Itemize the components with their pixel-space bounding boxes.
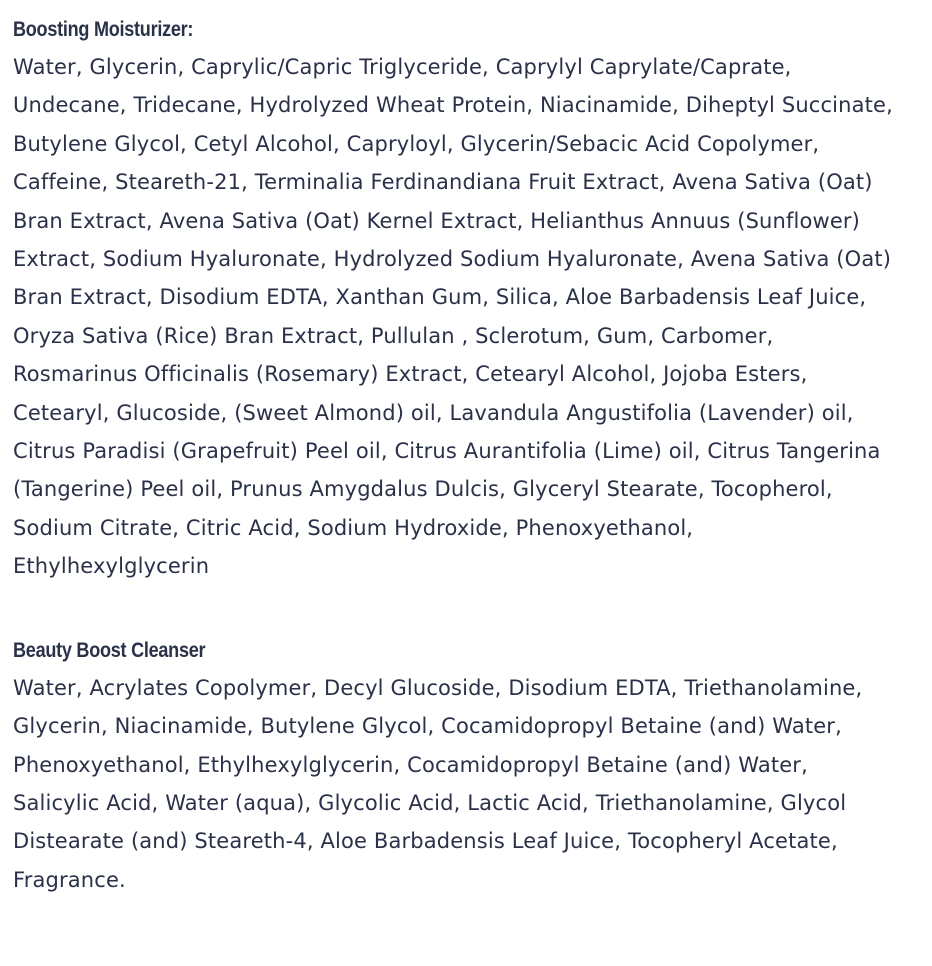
moisturizer-section [13,12,893,586]
moisturizer-ingredients: Water, Glycerin, Caprylic/Capric Triglyceride, Caprylyl Caprylate/Caprate, Undecane, Tridecane, Hydrolyzed Wheat Protein, Niacinamide, Diheptyl Succinate, Butylene Glycol, Cetyl Alcohol, Capryloyl, Glycerin/Sebacic Acid Copolymer, Caffeine, Steareth-21, Terminalia Ferdinandiana Fruit Extract, Avena Sativa (Oat) Bran Extract, Avena Sativa (Oat) Kernel Extract, Helianthus Annuus (Sunflower) Extract, Sodium Hyaluronate, Hydrolyzed Sodium Hyaluronate, Avena Sativa (Oat) Bran Extract, Disodium EDTA, Xanthan Gum, Silica, Aloe Barbadensis Leaf Juice, Oryza Sativa (Rice) Bran Extract, Pullulan , Sclerotum, Gum, Carbomer, Rosmarinus Officinalis (Rosemary) Extract, Cetearyl Alcohol, Jojoba Esters, Cetearyl, Glucoside, (Sweet Almond) oil, Lavandula Angustifolia (Lavender) oil, Citrus Paradisi (Grapefruit) Peel oil, Citrus Aurantifolia (Lime) oil, Citrus Tangerina (Tangerine) Peel oil, Prunus Amygdalus Dulcis, Glyceryl Stearate, Tocopherol, Sodium Citrate, Citric Acid, Sodium Hydroxide, Phenoxyethanol, Ethylhexylglycerin [13,55,893,579]
ingredients-document [13,12,893,899]
moisturizer-heading: Boosting Moisturizer: [13,18,194,41]
cleanser-section [13,633,893,899]
cleanser-ingredients: Water, Acrylates Copolymer, Decyl Glucoside, Disodium EDTA, Triethanolamine, Glycerin, Niacinamide, Butylene Glycol, Cocamidopropyl Betaine (and) Water, Phenoxyethanol, Ethylhexylglycerin, Cocamidopropyl Betaine (and) Water, Salicylic Acid, Water (aqua), Glycolic Acid, Lactic Acid, Triethanolamine, Glycol Distearate (and) Steareth-4, Aloe Barbadensis Leaf Juice, Tocopheryl Acetate, Fragrance. [13,675,863,892]
cleanser-heading: Beauty Boost Cleanser [13,638,206,662]
